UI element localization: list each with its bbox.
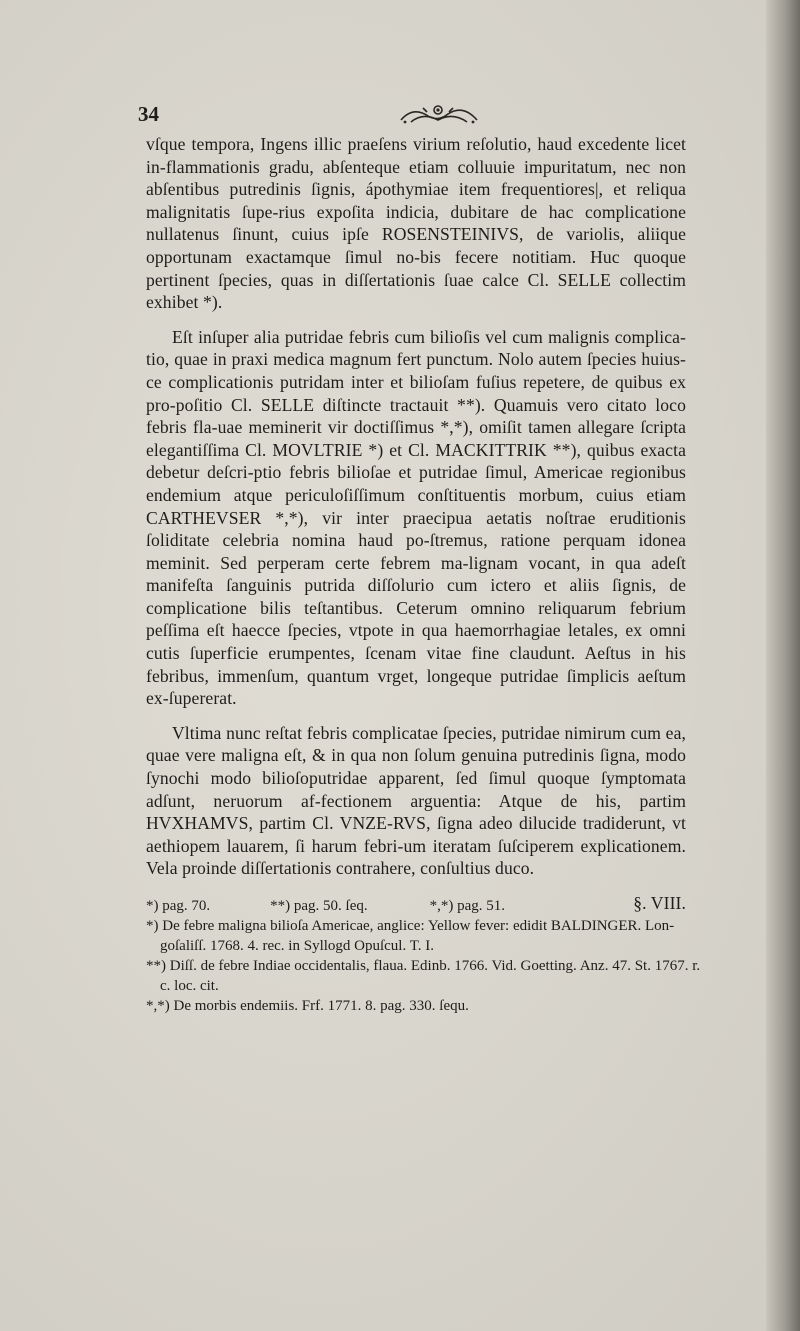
printer-ornament-icon: [393, 100, 483, 130]
page-edge-shadow: [766, 0, 800, 1331]
footnote-reference-row: [146, 896, 706, 916]
footnote-ref: *) pag. 70.: [146, 898, 211, 914]
footnote-1: *) De febre maligna bilioſa Americae, anglice: Yellow fever: edidit BALDINGER. Lon-goſaliſſ. 1768. 4. rec. in Syllogd Opuſcul. T. I.: [146, 918, 675, 954]
footnotes: [146, 896, 706, 1016]
footnote-3: *,*) De morbis endemiis. Frf. 1771. 8. pag. 330. ſequ.: [146, 998, 469, 1014]
footnote-ref: **) pag. 50. ſeq.: [270, 898, 368, 914]
section-heading: §. VIII.: [633, 893, 686, 913]
footnote-2: **) Diſſ. de febre Indiae occidentalis, flaua. Edinb. 1766. Vid. Goetting. Anz. 47. St. 1767. r. c. loc. cit.: [146, 958, 701, 994]
page-number: 34: [138, 102, 159, 126]
paragraph-1: vſque tempora, Ingens illic praeſens virium reſolutio, haud excedente licet in-flammationis gradu, abſenteque etiam colluuie impuritatum, nec non abſentibus putredinis ſignis, ápothymiae item frequentiores|, et reliqua malignitatis ſupe-rius expoſita indicia, dubitare de hac complicatione nullatenus ſinunt, cuius ipſe ROSENSTEINIVS, de variolis, aliique opportunam exactamque ſimul no-bis fecere notitiam. Huc quoque pertinent ſpecies, quas in diſſertationis ſuae calce Cl. SELLE collectim exhibet *).: [146, 134, 686, 313]
paragraph-3: Vltima nunc reſtat febris complicatae ſpecies, putridae nimirum cum ea, quae vere maligna eſt, & in qua non ſolum genuina putredinis ſigna, modo ſynochi modo bilioſoputridae apparent, ſed ſimul quoque ſymptomata adſunt, neruorum af-fectionem arguentia: Atque de his, partim HVXHAMVS, partim Cl. VNZE-RVS, ſigna adeo dilucide tradiderunt, vt aethiopem lauarem, ſi harum febri-um iteratam ſuſciperem explicationem. Vela proinde diſſertationis contrahere, conſultius duco.: [146, 722, 686, 879]
footnote-ref: *,*) pag. 51.: [429, 898, 506, 914]
paragraph-2: Eſt inſuper alia putridae febris cum bilioſis vel cum malignis complica-tio, quae in praxi medica magnum fert punctum. Nolo autem ſpecies huius-ce complicationis putridam inter et bilioſam fuſius repetere, de quibus ex pro-poſitio Cl. SELLE diſtincte tractauit **). Quamuis vero citato loco febris fla-uae meminerit vir doctiſſimus *,*), omiſit tamen allegare ſcripta elegantiſſima Cl. MOVLTRIE *) et Cl. MACKITTRIK **), quibus exacta debetur deſcri-ptio febris bilioſae et putridae ſimul, Americae regionibus endemium atque periculoſiſſimum conſtituentis morbum, cuius etiam CARTHEVSER *,*), vir inter praecipua aetatis noſtrae eruditionis ſoliditate celebria nomina haud po-ſtremus, ratione perquam idonea meminit. Sed perperam certe febrem ma-lignam vocant, in qua adeſt manifeſta ſanguinis putrida diſſolurio cum ictero et aliis ſignis, de complicatione bilis teſtantibus. Ceterum omnino reliquarum febrium peſſima eſt haecce ſpecies, vtpote in qua haemorrhagiae letales, ex omni cutis ſuperficie erumpentes, ſcenam vitae fine claudunt. Aeſtus in his febribus, immenſum, quantum vrget, longeque putridae ſimplicis aeſtum ex-ſupererat.: [146, 326, 686, 709]
main-text: [146, 133, 686, 915]
